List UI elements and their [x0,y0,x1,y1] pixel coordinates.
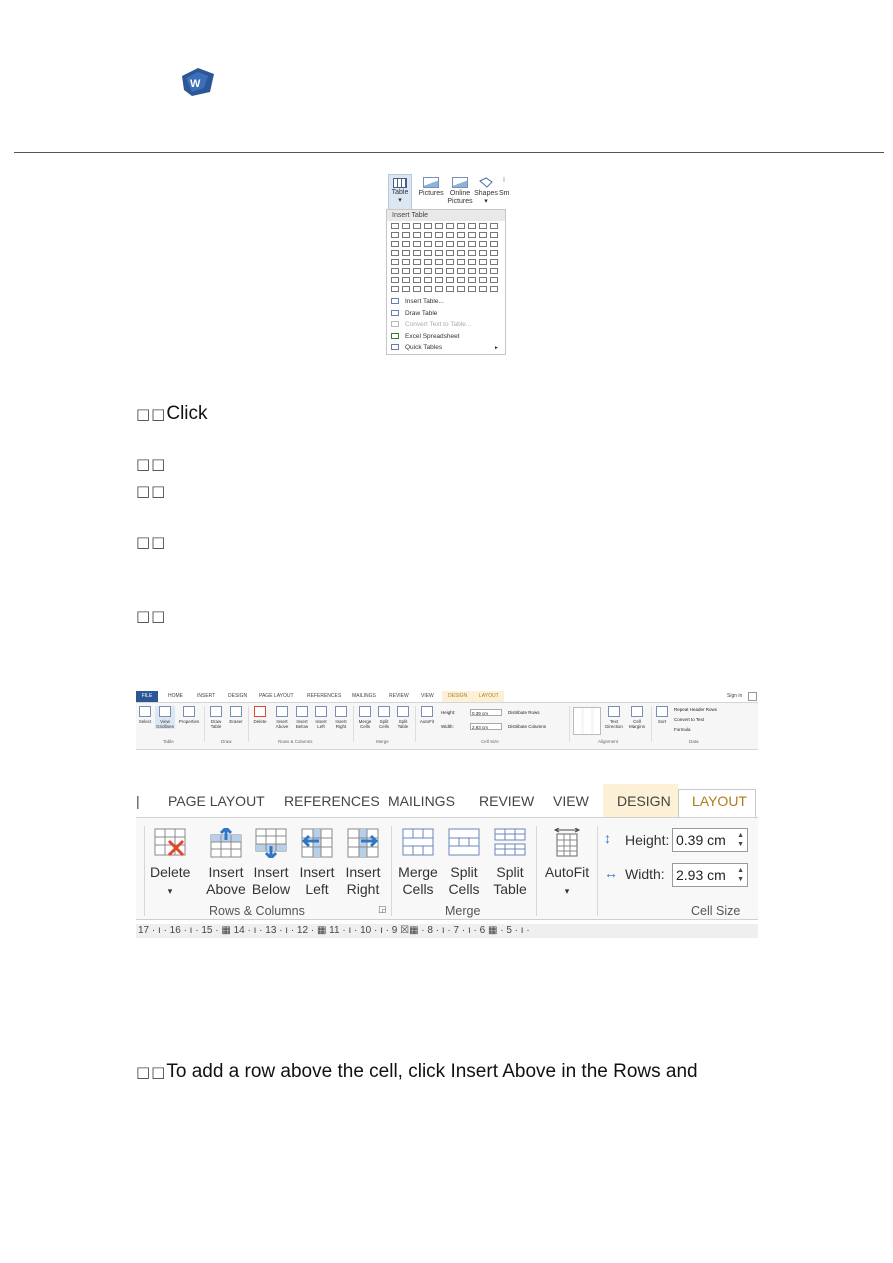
alignment-grid[interactable] [573,707,601,735]
table-grid-cell[interactable] [402,241,410,247]
insert-right-icon [335,706,347,717]
insert-ribbon [386,174,510,210]
autofit-icon [421,706,433,717]
table-grid-cell[interactable] [479,250,487,256]
dropdown-arrow-icon: ▾ [167,886,173,896]
table-grid-cell[interactable] [413,250,421,256]
table-grid-cell[interactable] [457,232,465,238]
menu-quick-tables[interactable] [391,343,501,353]
small-ribbon-tabs [136,691,758,702]
tab-page-layout-zoom[interactable]: PAGE LAYOUT [168,793,265,809]
table-grid-cell[interactable] [391,259,399,265]
table-grid-cell[interactable] [391,232,399,238]
insert-table-header: Insert Table [387,210,505,221]
split-table-label-2: Table [493,881,527,897]
table-grid-cell[interactable] [490,232,498,238]
eraser-button[interactable] [227,706,245,724]
insert-right-icon [347,828,379,858]
table-grid-cell[interactable] [402,250,410,256]
tab-layout-zoom[interactable]: LAYOUT [692,793,747,809]
tab-file[interactable]: FILE [136,691,158,702]
ruler-ticks: 17 · ı · 16 · ı · 15 · ▦ 14 · ı · 13 · ı · 12 · ▦ 11 · ı · 10 · ı · 9 ☒▦ · 8 · ı · 7 · ı · 6 ▦ · 5 · ı · [138,925,530,936]
merge-cells-label-1: Merge [398,864,438,880]
table-grid-cell[interactable] [424,241,432,247]
pictures-icon [423,177,439,188]
insert-left-label-2: Left [305,881,329,897]
table-grid-cell[interactable] [424,277,432,283]
text-direction-label: Text Direction [605,719,623,729]
table-grid-cell[interactable] [479,241,487,247]
delete-button-small[interactable] [251,706,269,724]
convert-text-icon [391,321,399,327]
menu-insert-table-label: Insert Table... [405,298,444,305]
table-grid-cell[interactable] [490,250,498,256]
table-grid-cell[interactable] [413,286,421,292]
separator [536,826,537,916]
delete-label-small: Delete [253,719,267,724]
merge-cells-label-2: Cells [402,881,434,897]
excel-icon [391,333,399,339]
width-label-small: Width: [441,724,454,729]
placeholder-glyphs: □□ [136,405,167,423]
svg-text:W: W [190,78,201,90]
insert-above-label-small: Insert Above [275,719,289,729]
convert-to-text-button[interactable]: Convert to Text [674,717,705,722]
table-button[interactable]: Table ▾ [388,174,412,210]
insert-left-button[interactable] [298,828,336,898]
tab-design-zoom[interactable]: DESIGN [617,793,671,809]
insert-left-button-small[interactable] [313,706,329,729]
autofit-button-small[interactable] [417,706,437,724]
width-input-small[interactable]: 2.93 cm [470,723,502,730]
tab-table-layout[interactable]: LAYOUT [479,693,499,699]
sort-label: Sort [657,719,667,724]
insert-right-label-1: Insert [345,864,381,880]
split-table-button-small[interactable] [394,706,412,729]
smartart-button[interactable] [499,174,509,198]
table-grid-cell[interactable] [424,232,432,238]
placeholder-line-4: □□ [136,607,167,625]
avatar[interactable] [748,692,757,701]
smartart-label: Sm [499,190,509,197]
table-grid-cell[interactable] [468,277,476,283]
group-rows-columns: Rows & Columns [209,904,305,918]
table-grid-cell[interactable] [490,259,498,265]
delete-button[interactable] [150,828,190,900]
split-table-label-1: Split [496,864,524,880]
insert-below-button-small[interactable] [293,706,311,729]
insert-below-label-1: Insert [253,864,289,880]
placeholder-line-1: □□ [136,455,167,473]
click-text: Click [166,403,208,424]
select-label: Select [138,719,152,724]
split-table-button[interactable] [490,828,530,898]
insert-above-icon [210,828,242,858]
text-direction-button[interactable] [603,706,625,729]
table-grid-cell[interactable] [446,259,454,265]
delete-table-icon [154,828,186,858]
menu-excel-spreadsheet[interactable] [391,332,460,342]
split-cells-button-small[interactable] [376,706,392,729]
view-gridlines-button[interactable] [155,706,175,729]
insert-left-icon [301,828,333,858]
table-grid-cell[interactable] [490,223,498,229]
eraser-label: Eraser [229,719,243,724]
draw-table-label: Draw Table [210,719,222,729]
table-grid-cell[interactable] [413,241,421,247]
sign-in-link[interactable]: Sign in [727,693,743,699]
placeholder-line-3: □□ [136,533,167,551]
table-icon [393,178,407,188]
table-grid-cell[interactable] [424,250,432,256]
table-grid-cell[interactable] [424,286,432,292]
tab-insert[interactable]: INSERT [197,693,216,699]
row-height-icon: ↕ [604,830,611,846]
table-grid-cell[interactable] [457,259,465,265]
table-grid-cell[interactable] [435,223,443,229]
tab-review[interactable]: REVIEW [389,693,409,699]
table-grid-cell[interactable] [435,259,443,265]
table-grid-cell[interactable] [457,268,465,274]
gridlines-icon [159,706,171,717]
table-grid-cell[interactable] [391,250,399,256]
tab-view-zoom[interactable]: VIEW [553,793,589,809]
table-button-label: Table [391,189,409,196]
dialog-launcher-icon[interactable]: ◲ [378,904,387,914]
table-grid-cell[interactable] [490,241,498,247]
table-grid-cell[interactable] [391,277,399,283]
table-grid-cell[interactable] [413,232,421,238]
pictures-button[interactable] [418,174,444,198]
distribute-columns-button[interactable]: Distribute Columns [508,724,547,729]
tab-home[interactable]: HOME [168,693,183,699]
repeat-header-button[interactable]: Repeat Header Rows [674,707,718,712]
group-rows-columns-small: Rows & Columns [278,739,313,744]
width-input[interactable] [672,863,748,887]
menu-draw-table-label: Draw Table [405,310,438,317]
group-merge: Merge [445,904,481,918]
dropdown-arrow-icon: ▾ [564,886,570,896]
zoomed-tab-bar: | PAGE LAYOUT REFERENCES MAILINGS REVIEW VIEW DESIGN LAYOUT [136,784,758,818]
table-grid-cell[interactable] [479,286,487,292]
split-table-icon [494,828,526,858]
tab-page-layout[interactable]: PAGE LAYOUT [259,693,294,699]
insert-right-label-small: Insert Right [335,719,347,729]
cell-margins-icon [631,706,643,717]
tab-table-design[interactable]: DESIGN [448,693,468,699]
table-grid-cell[interactable] [435,250,443,256]
small-ribbon-body [136,702,758,750]
menu-insert-table[interactable] [391,297,444,307]
draw-table-icon [391,310,399,316]
cell-margins-button[interactable] [626,706,648,729]
insert-below-button[interactable] [251,828,291,898]
autofit-label: AutoFit [544,864,590,880]
table-grid-cell[interactable] [435,277,443,283]
table-grid-cell[interactable] [490,277,498,283]
table-grid-cell[interactable] [413,259,421,265]
table-grid-cell[interactable] [402,286,410,292]
properties-icon [183,706,195,717]
table-grid-cell[interactable] [457,241,465,247]
table-grid-cell[interactable] [479,232,487,238]
group-alignment: Alignment [598,739,619,744]
table-grid-cell[interactable] [435,232,443,238]
table-grid-cell[interactable] [424,259,432,265]
group-data: Data [689,739,699,744]
table-grid-cell[interactable] [446,241,454,247]
split-cells-button[interactable] [445,828,483,898]
table-grid-cell[interactable] [479,268,487,274]
separator [248,706,249,742]
table-grid-cell[interactable] [479,223,487,229]
split-table-label-small: Split Table [397,719,409,729]
separator [651,706,652,742]
table-grid-cell[interactable] [435,268,443,274]
table-grid-cell[interactable] [391,286,399,292]
height-spinner-icon[interactable]: ▲ ▼ [737,832,744,848]
split-cells-label-2: Cells [448,881,480,897]
select-icon [139,706,151,717]
table-grid-cell[interactable] [457,286,465,292]
split-cells-icon [448,828,480,858]
formula-button[interactable]: Formula [674,727,691,732]
table-grid-cell[interactable] [402,277,410,283]
draw-table-icon [210,706,222,717]
insert-above-icon [276,706,288,717]
placeholder-line-2: □□ [136,482,167,500]
menu-excel-label: Excel Spreadsheet [405,333,460,340]
placeholder-glyphs: □□ [136,1063,167,1081]
zoomed-ribbon-body [136,817,758,920]
table-grid-cell[interactable] [457,223,465,229]
split-cells-label-1: Split [450,864,478,880]
split-cells-label-small: Split Cells [378,719,389,729]
text-direction-icon [608,706,620,717]
pictures-label: Pictures [418,190,444,197]
insert-below-icon [296,706,308,717]
table-grid-cell[interactable] [446,286,454,292]
group-cell-size: Cell Size [691,904,741,918]
merge-cells-button-small[interactable] [356,706,374,729]
menu-quick-tables-label: Quick Tables [405,344,443,351]
insert-left-icon [315,706,327,717]
table-grid-cell[interactable] [446,223,454,229]
merge-cells-icon [402,828,434,858]
separator [597,826,598,916]
height-value: 0.39 cm [676,832,726,848]
merge-cells-button[interactable] [398,828,438,898]
cell-margins-label: Cell Margins [628,719,645,729]
tab-view[interactable]: VIEW [421,693,434,699]
group-merge-small: Merge [376,739,389,744]
autofit-button[interactable] [542,828,592,900]
merge-cells-icon [359,706,371,717]
insert-table-menu [386,209,506,355]
insert-right-label-2: Right [346,881,380,897]
table-grid-cell[interactable] [446,277,454,283]
table-grid-cell[interactable] [402,232,410,238]
separator [144,826,145,916]
insert-below-label-small: Insert Below [295,719,309,729]
menu-draw-table[interactable] [391,309,437,319]
properties-button[interactable] [177,706,201,724]
split-cells-icon [378,706,390,717]
table-grid-cell[interactable] [468,286,476,292]
menu-convert-text-label: Convert Text to Table... [405,321,472,328]
layout-ribbon-small [136,691,758,748]
group-table: Table [163,739,174,744]
split-table-icon [397,706,409,717]
group-cell-size-small: Cell Size [481,739,499,744]
step-click [136,403,208,425]
select-button[interactable] [137,706,153,724]
table-grid-cell[interactable] [446,232,454,238]
height-label: Height: [625,832,670,848]
separator [415,706,416,742]
table-grid-cell[interactable] [446,268,454,274]
menu-convert-text [391,320,471,330]
tab-references[interactable]: REFERENCES [307,693,342,699]
quick-tables-icon [391,344,399,350]
submenu-arrow-icon: ► [494,345,499,351]
height-input[interactable] [672,828,748,852]
insert-below-icon [255,828,287,858]
height-label-small: Height: [441,710,456,715]
insert-above-label-2: Above [206,881,246,897]
table-grid-cell[interactable] [479,259,487,265]
separator [391,826,392,916]
insert-table-icon [391,298,399,304]
insert-above-button-small[interactable] [273,706,291,729]
separator [569,706,570,742]
online-pictures-icon [452,177,468,188]
insert-above-button[interactable] [206,828,246,898]
table-grid-cell[interactable] [468,268,476,274]
column-width-icon: ↔ [604,865,618,881]
tab-design[interactable]: DESIGN [228,693,248,699]
table-grid-cell[interactable] [391,268,399,274]
width-label: Width: [625,866,665,882]
merge-cells-label-small: Merge Cells [358,719,372,729]
delete-label: Delete [150,864,191,880]
insert-below-label-2: Below [251,881,291,897]
table-grid-cell[interactable] [468,232,476,238]
step-insert-above [136,1061,698,1083]
table-grid-cell[interactable] [490,268,498,274]
autofit-label-small: AutoFit [419,719,435,724]
table-grid-cell[interactable] [424,268,432,274]
width-spinner-icon[interactable]: ▲ ▼ [737,867,744,883]
table-grid-cell[interactable] [457,277,465,283]
insert-above-instruction: To add a row above the cell, click Insert Above in the Rows and [166,1061,698,1082]
distribute-rows-button[interactable]: Distribute Rows [508,710,540,715]
table-grid-cell[interactable] [435,241,443,247]
table-grid-cell[interactable] [413,277,421,283]
word-logo-icon [180,66,216,98]
shapes-label: Shapes [474,190,498,197]
insert-left-label-small: Insert Left [315,719,327,729]
online-pictures-button[interactable] [446,174,474,206]
separator [353,706,354,742]
width-value: 2.93 cm [676,867,726,883]
table-grid-cell[interactable] [468,250,476,256]
shapes-button[interactable]: Shapes ▾ [474,174,498,206]
table-grid-cell[interactable] [413,223,421,229]
table-grid-cell[interactable] [490,286,498,292]
table-grid-cell[interactable] [424,223,432,229]
smartart-icon: ⁝ [502,177,506,184]
view-gridlines-label: View Gridlines [156,719,174,729]
table-grid-cell[interactable] [402,259,410,265]
properties-label: Properties [178,719,200,724]
horizontal-ruler[interactable] [136,922,758,940]
table-grid-cell[interactable] [391,241,399,247]
tab-review-zoom[interactable]: REVIEW [479,793,535,809]
tab-mailings[interactable]: MAILINGS [352,693,376,699]
table-grid-cell[interactable] [402,268,410,274]
layout-ribbon-zoomed [136,784,758,944]
table-grid-cell[interactable] [402,223,410,229]
height-input-small[interactable]: 0.39 cm [470,709,502,716]
tab-mailings-zoom[interactable]: MAILINGS [388,793,455,809]
table-grid-cell[interactable] [391,223,399,229]
insert-above-label-1: Insert [208,864,244,880]
insert-right-button[interactable] [343,828,383,898]
autofit-icon [551,828,583,858]
draw-table-button[interactable] [207,706,225,729]
table-grid-cell[interactable] [413,268,421,274]
group-draw: Draw [221,739,232,744]
header-divider [14,152,884,153]
tab-references-zoom[interactable]: REFERENCES [284,793,380,809]
shapes-icon [479,177,493,188]
sort-icon [656,706,668,717]
sort-button[interactable] [654,706,670,724]
online-pictures-label: Online Pictures [447,190,473,205]
eraser-icon [230,706,242,717]
table-grid-cell[interactable] [468,241,476,247]
insert-right-button-small[interactable] [332,706,350,729]
table-grid-cell[interactable] [457,250,465,256]
delete-icon [254,706,266,717]
table-grid-cell[interactable] [479,277,487,283]
table-grid-cell[interactable] [468,259,476,265]
separator [204,706,205,742]
table-grid-cell[interactable] [446,250,454,256]
insert-left-label-1: Insert [299,864,335,880]
table-grid-cell[interactable] [435,286,443,292]
table-grid-cell[interactable] [468,223,476,229]
